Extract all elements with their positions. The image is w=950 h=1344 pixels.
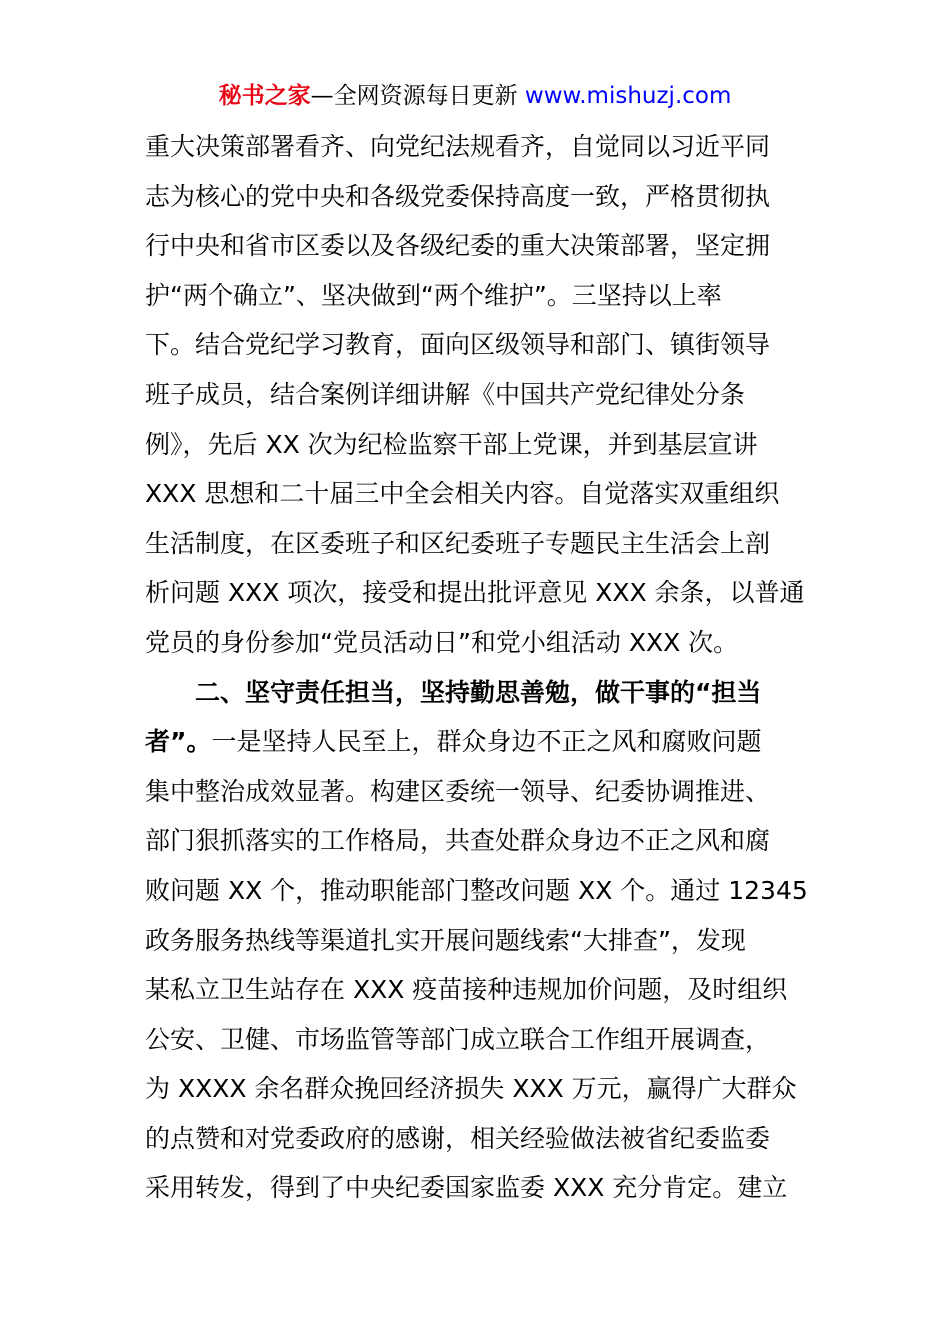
document-body — [145, 122, 810, 1213]
line-text: 政务服务热线等渠道扎实开展问题线索“大排查”，发现 — [145, 925, 746, 955]
text-line — [145, 816, 810, 866]
header-tagline: —全网资源每日更新 — [310, 83, 525, 109]
line-text: 析问题 XXX 项次，接受和提出批评意见 XXX 余条，以普通 — [145, 578, 805, 608]
text-line — [145, 717, 810, 767]
text-line — [145, 420, 810, 470]
text-line — [145, 469, 810, 519]
text-line — [145, 668, 810, 718]
text-line — [145, 122, 810, 172]
line-text: 党员的身份参加“党员活动日”和党小组活动 XXX 次。 — [145, 627, 739, 657]
line-text: 重大决策部署看齐、向党纪法规看齐，自觉同以习近平同 — [145, 132, 771, 161]
text-line — [145, 370, 810, 420]
line-text: 败问题 XX 个，推动职能部门整改问题 XX 个。通过 12345 — [145, 875, 808, 905]
text-line — [145, 568, 810, 618]
text-line — [145, 916, 810, 966]
text-line — [145, 965, 810, 1015]
page-header — [0, 80, 950, 112]
text-line — [145, 1163, 810, 1213]
text-line — [145, 221, 810, 271]
header-brand: 秘书之家 — [218, 83, 311, 109]
text-line — [145, 1015, 810, 1065]
text-line — [145, 1064, 810, 1114]
text-line — [145, 172, 810, 222]
line-text: 生活制度，在区委班子和区纪委班子专题民主生活会上剖 — [145, 528, 771, 558]
line-text: 采用转发，得到了中央纪委国家监委 XXX 充分肯定。建立 — [145, 1173, 788, 1203]
header-url-link[interactable]: www.mishuzj.com — [524, 83, 732, 109]
text-line — [145, 618, 810, 668]
line-text: 公安、卫健、市场监管等部门成立联合工作组开展调查， — [145, 1024, 771, 1054]
line-text: 护“两个确立”、坚决做到“两个维护”。三坚持以上率 — [145, 280, 722, 310]
line-text: 例》，先后 XX 次为纪检监察干部上党课，并到基层宣讲 — [145, 429, 758, 459]
line-text: 志为核心的党中央和各级党委保持高度一致，严格贯彻执 — [145, 181, 771, 211]
text-line — [145, 767, 810, 817]
line-text: 下。结合党纪学习教育，面向区级领导和部门、镇街领导 — [145, 330, 771, 360]
line-text: 的点赞和对党委政府的感谢，相关经验做法被省纪委监委 — [145, 1123, 771, 1153]
line-text: 某私立卫生站存在 XXX 疫苗接种违规加价问题，及时组织 — [145, 975, 788, 1005]
text-line — [145, 519, 810, 569]
line-text: 班子成员，结合案例详细讲解《中国共产党纪律处分条 — [145, 379, 746, 409]
text-line — [145, 320, 810, 370]
line-text: 集中整治成效显著。构建区委统一领导、纪委协调推进、 — [145, 776, 771, 806]
section-heading: 二、坚守责任担当，坚持勤思善勉，做干事的“担当 — [195, 677, 762, 707]
line-text: 行中央和省市区委以及各级纪委的重大决策部署，坚定拥 — [145, 231, 771, 261]
text-line — [145, 866, 810, 916]
line-text: 为 XXXX 余名群众挽回经济损失 XXX 万元，赢得广大群众 — [145, 1074, 797, 1104]
line-text: 一是坚持人民至上，群众身边不正之风和腐败问题 — [211, 727, 762, 757]
section-heading: 者”。 — [145, 727, 212, 757]
text-line — [145, 1114, 810, 1164]
line-text: XXX 思想和二十届三中全会相关内容。自觉落实双重组织 — [145, 479, 780, 509]
line-text: 部门狠抓落实的工作格局，共查处群众身边不正之风和腐 — [145, 826, 771, 856]
text-line — [145, 271, 810, 321]
